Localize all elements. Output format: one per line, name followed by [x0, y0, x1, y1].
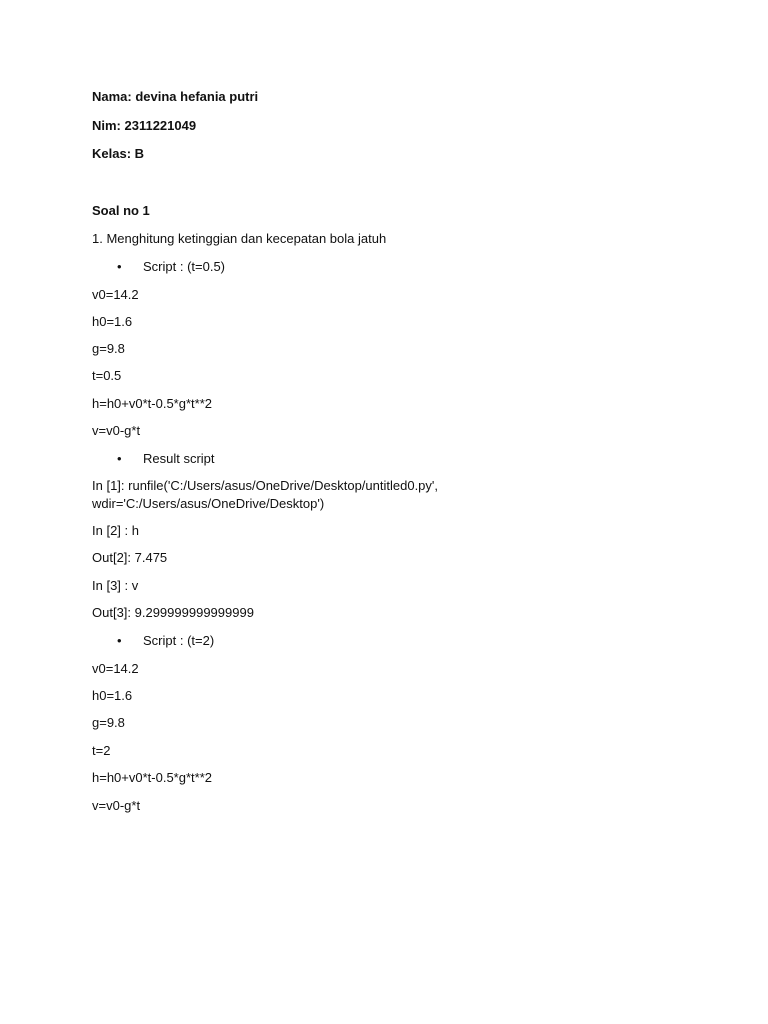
result-heading: Result script	[143, 451, 215, 466]
script-heading-1: Script : (t=0.5)	[143, 259, 225, 274]
code-line: t=0.5	[92, 368, 122, 383]
bullet-icon: •	[117, 259, 122, 274]
code-line: h=h0+v0*t-0.5*g*t**2	[92, 396, 212, 411]
runfile-line-1: In [1]: runfile('C:/Users/asus/OneDrive/Desktop/untitled0.py',	[92, 478, 438, 493]
kelas-line: Kelas: B	[92, 146, 145, 161]
console-output: Out[3]: 9.299999999999999	[92, 605, 254, 620]
code-line: h=h0+v0*t-0.5*g*t**2	[92, 770, 212, 785]
nama-line: Nama: devina hefania putri	[92, 89, 259, 104]
soal-title: Soal no 1	[92, 203, 150, 218]
code-line: v=v0-g*t	[92, 423, 141, 438]
bullet-icon: •	[117, 451, 122, 466]
script-heading-2: Script : (t=2)	[143, 633, 215, 648]
code-line: t=2	[92, 743, 111, 758]
code-line: g=9.8	[92, 715, 125, 730]
soal-question: 1. Menghitung ketinggian dan kecepatan bola jatuh	[92, 231, 387, 246]
nim-line: Nim: 2311221049	[92, 118, 197, 133]
console-output: Out[2]: 7.475	[92, 550, 168, 565]
code-line: v0=14.2	[92, 661, 139, 676]
runfile-line-2: wdir='C:/Users/asus/OneDrive/Desktop')	[92, 496, 325, 511]
console-input: In [3] : v	[92, 578, 139, 593]
code-line: v=v0-g*t	[92, 798, 141, 813]
code-line: g=9.8	[92, 341, 125, 356]
code-line: v0=14.2	[92, 287, 139, 302]
bullet-icon: •	[117, 633, 122, 648]
code-line: h0=1.6	[92, 688, 133, 703]
code-line: h0=1.6	[92, 314, 133, 329]
console-input: In [2] : h	[92, 523, 139, 538]
